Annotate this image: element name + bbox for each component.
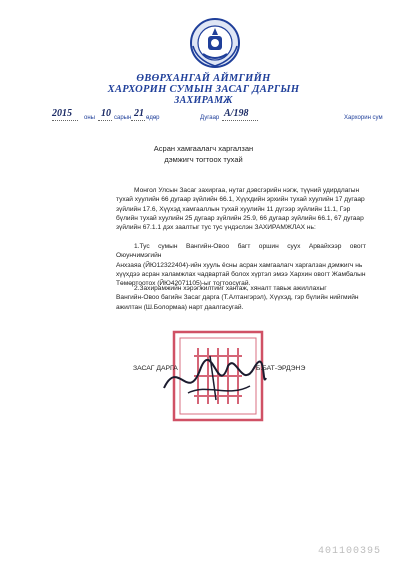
month-handwritten: 10 — [101, 108, 111, 119]
number-underline — [222, 120, 258, 121]
paragraph-line: Вангийн-Овоо багийн Засаг дарга (Т.Алтангэрэл), Хүүхэд, гэр бүлийн нийгмийн — [116, 294, 359, 302]
place-label: Хархорин сум — [344, 115, 383, 121]
day-label: өдөр — [146, 115, 160, 121]
signature-position: ЗАСАГ ДАРГА — [133, 365, 178, 372]
paragraph-line: Монгол Улсын Засаг захиргаа, нутаг дэвсгэрийн нэгж, түүний удирдлагын — [134, 187, 360, 194]
year-underline — [52, 120, 78, 121]
year-label: оны — [84, 115, 95, 121]
paragraph-line: 2.Захирамжийн хэрэгжилтийг хангаж, хяналт тавьж ажиллахыг — [134, 285, 327, 292]
paragraph-item-2 — [116, 284, 366, 312]
paragraph-item-1 — [116, 242, 366, 288]
number-handwritten: А/198 — [224, 108, 249, 119]
paragraph-line: Төмөртоотох (ЙЮ42071105)-ыг тогтоосугай. — [116, 280, 251, 288]
paragraph-line: зүйлийн 17.6, Хүүхэд хамгааллын тухай хуулийн 11 дүгээр зүйлийн 11.1, Гэр — [116, 205, 351, 213]
header-decree: ЗАХИРАМЖ — [174, 95, 233, 106]
decree-title-line2: дэмжигч тогтоох тухай — [164, 155, 243, 164]
day-handwritten: 21 — [134, 108, 144, 119]
header-sum-governor: ХАРХОРИН СУМЫН ЗАСАГ ДАРГЫН — [107, 84, 300, 95]
month-underline — [98, 120, 112, 121]
decree-title-line1: Асран хамгаалагч харгалзан — [153, 144, 254, 153]
paragraph-line: тухай хуулийн 66 дугаар зүйлийн 66.1, Хүүхдийн эрхийн тухай хуулийн 17 дугаар — [116, 196, 365, 204]
number-label: Дугаар — [200, 115, 220, 121]
document-serial-number: 401100395 — [317, 546, 381, 557]
signature-name: Б.БАТ-ЭРДЭНЭ — [256, 365, 306, 372]
paragraph-line: Анхзаяа (ЙЮ12322404)-ийн хууль ёсны асран хамгаалагч харгалзан дэмжигч нь — [116, 261, 363, 269]
paragraph-line: хүүхдээ асран халамжлах чадвартай болох хүртэл эмээ Хархин овогт Жамбалын — [116, 270, 366, 278]
paragraph-legal-basis — [116, 186, 366, 232]
year-handwritten: 2015 — [52, 108, 72, 119]
header-aimag: ӨВӨРХАНГАЙ АЙМГИЙН — [136, 73, 271, 84]
paragraph-line: бүлийн тухай хуулийн 25 дугаар зүйлийн 25.9, 66 дугаар зүйлийн 66.1, 67 дугаар — [116, 214, 364, 222]
month-label: сарын — [114, 115, 132, 121]
handwritten-signature-icon — [158, 348, 268, 408]
paragraph-line: ажилтан (Ш.Болормаа) нарт даалгасугай. — [116, 303, 244, 311]
state-emblem-icon — [189, 16, 241, 70]
paragraph-line: зүйлийн 67.1.1 дэх заалтыг тус тус үндэслэн ЗАХИРАМЖЛАХ нь: — [116, 224, 316, 232]
day-underline — [131, 120, 145, 121]
paragraph-line: 1.Тус сумын Вангийн-Овоо багт оршин суух Арвайхээр овогт Оюунчимэгийн — [116, 243, 366, 260]
